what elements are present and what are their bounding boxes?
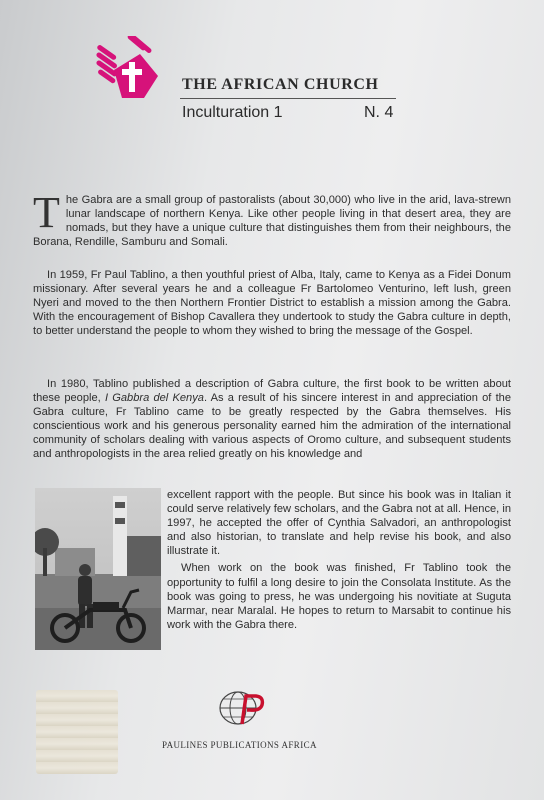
- torn-sticker: [36, 690, 118, 774]
- paragraph-3-part-b: . As a result of his sincere interest in and appreciation of the Gabra culture, Fr Tablino came to be greatly respected by the Gabra themselves. His conscientious work and his generous personality earned him the admiration of the international community of scholars dealing with various aspects of Oromo culture, and subsequent students and anthropologists in the area relied greatly on his knowledge and: [33, 392, 511, 461]
- book-title: I Gabbra del Kenya: [104, 392, 204, 405]
- photo-wrap-text: [167, 488, 511, 632]
- paragraph-3-continued: excellent rapport with the people. But since his book was in Italian it could serve relatively few scholars, and the Gabra not at all. Hence, in 1997, he accepted the offer of Cynthia Salvadori, an anthropologist and also historian, to translate and help revise his book, and also illustrate it.: [167, 489, 511, 558]
- paragraph-1-text: he Gabra are a small group of pastoralists (about 30,000) who live in the arid, lava-strewn lunar landscape of northern Kenya. Like other people living in that desert area, they are nomads, but they have a unique culture that distinguishes them from their neighbours, the Borana, Rendille, Samburu and Somali.: [33, 194, 511, 249]
- series-title: THE AFRICAN CHURCH: [182, 76, 379, 93]
- paragraph-3-part-a: In 1980, Tablino published a description of Gabra culture, the first book to be written about these people,: [33, 378, 511, 405]
- author-photo: [35, 488, 161, 650]
- publisher-name: PAULINES PUBLICATIONS AFRICA: [162, 740, 317, 750]
- globe-p-icon: [216, 688, 266, 728]
- paragraph-3: [33, 377, 511, 462]
- series-number: N. 4: [364, 104, 394, 121]
- paragraph-2-text: In 1959, Fr Paul Tablino, a then youthful priest of Alba, Italy, came to Kenya as a Fidei Donum missionary. After several years he and a colleague Fr Bartolomeo Venturino, left lush, green Nyeri and moved to the then Northern Frontier District to establish a mission among the Gabra. With the encouragement of Bishop Cavallera they undertook to study the Gabra culture in depth, to better understand the people to whom they wished to bring the message of the Gospel.: [33, 269, 511, 338]
- paragraph-4: When work on the book was finished, Fr Tablino took the opportunity to fulfil a long desire to join the Consolata Institute. As the book was going to press, he was undergoing his novitiate at Suguta Marmar, near Maralal. He hopes to return to Marsabit to continue his work with the Gabra there.: [167, 562, 511, 631]
- paragraph-2: [33, 268, 511, 338]
- paragraph-1: [33, 188, 511, 249]
- series-subtitle: Inculturation 1: [182, 104, 283, 121]
- hands-cross-icon: [92, 36, 162, 106]
- drop-cap: T: [33, 188, 60, 237]
- header-rule: [180, 98, 396, 99]
- paragraph-3-text: [33, 377, 511, 462]
